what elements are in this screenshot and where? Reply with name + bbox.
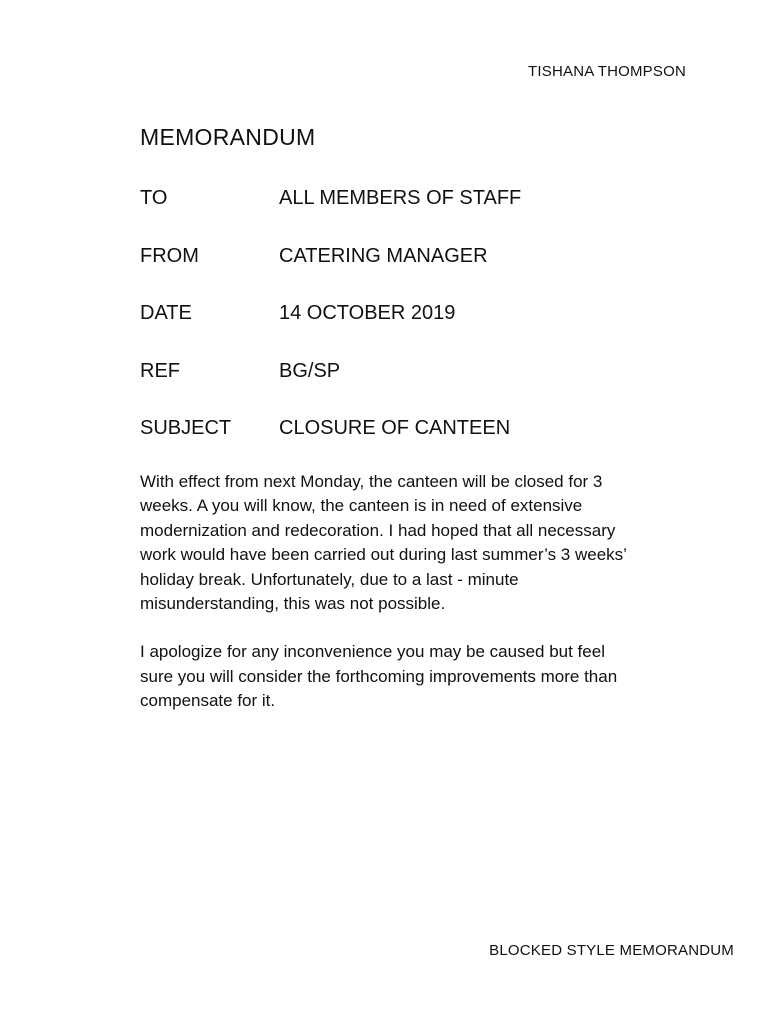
field-label: DATE <box>140 302 192 324</box>
field-date <box>140 302 660 360</box>
field-value: BG/SP <box>279 359 341 382</box>
field-label: SUBJECT <box>140 417 232 439</box>
field-value: ALL MEMBERS OF STAFF <box>279 187 522 209</box>
field-subject <box>140 417 660 475</box>
field-value: CATERING MANAGER <box>279 244 488 267</box>
field-label: REF <box>140 359 180 382</box>
field-value: CLOSURE OF CANTEEN <box>279 417 511 439</box>
author-name: TISHANA THOMPSON <box>528 63 686 80</box>
body-paragraph: I apologize for any inconvenience you may be caused but feel sure you will consider the forthcoming improvements more than compensate for it. <box>140 642 618 711</box>
field-to <box>140 187 660 245</box>
body-paragraph: With effect from next Monday, the canteen will be closed for 3 weeks. A you will know, the canteen is in need of extensive modernization and redecoration. I had hoped that all necessary work would have been carried out during last summer’s 3 weeks’ holiday break. Unfortunately, due to a last - minute misunderstanding, this was not possible. <box>140 472 627 614</box>
memo-body <box>140 470 640 738</box>
memo-header-fields <box>140 187 660 475</box>
field-ref <box>140 360 660 418</box>
field-value: 14 OCTOBER 2019 <box>279 302 456 324</box>
field-from <box>140 245 660 303</box>
memo-style-label: BLOCKED STYLE MEMORANDUM <box>489 942 734 959</box>
field-label: TO <box>140 187 168 209</box>
memo-title: MEMORANDUM <box>140 124 316 150</box>
field-label: FROM <box>140 244 199 267</box>
